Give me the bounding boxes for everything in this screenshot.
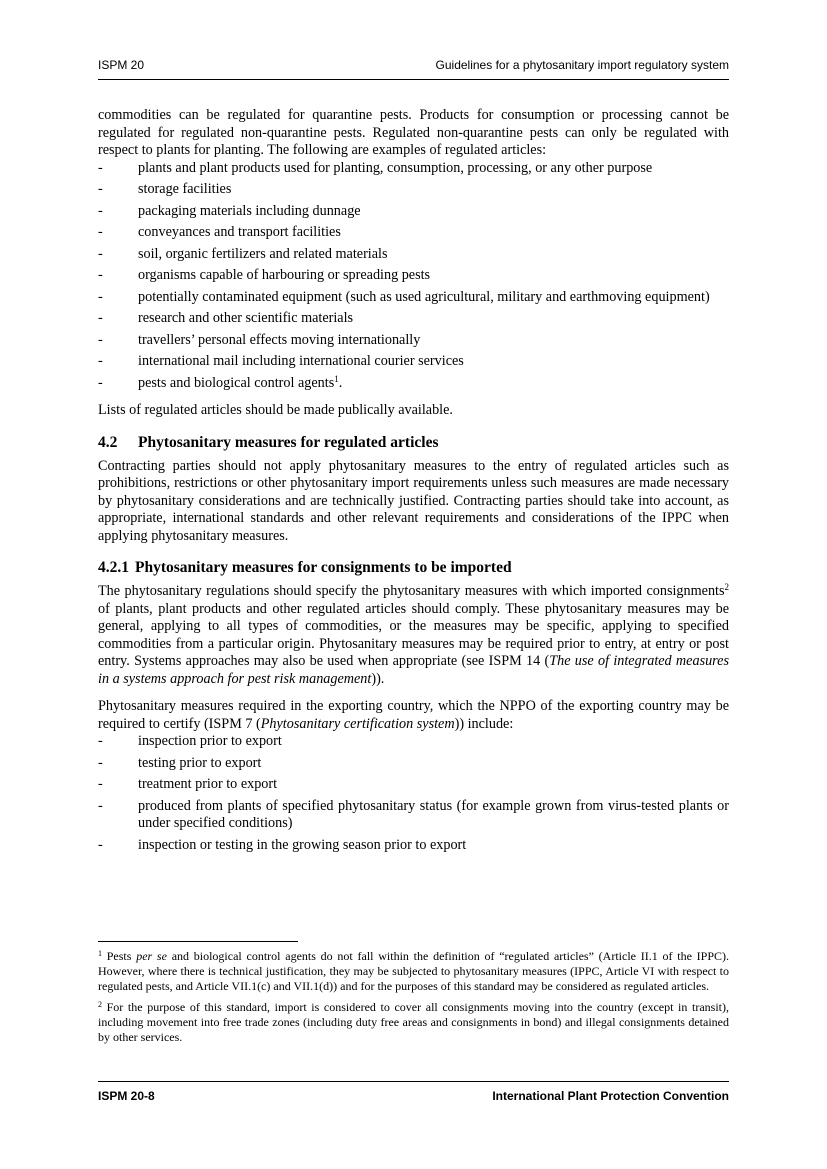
regulated-articles-list: [98, 160, 729, 393]
dash-marker: -: [98, 181, 103, 197]
footnote-ref-1[interactable]: 1: [334, 373, 339, 384]
list-item: - treatment prior to export: [98, 776, 278, 792]
section-title: Phytosanitary measures for consignments to be imported: [135, 559, 512, 576]
page-header: [98, 58, 729, 76]
list-item: - pests and biological control agents$^1$.: [98, 373, 343, 391]
section-4-2-1-paragraph-1: The phytosanitary regulations should specify the phytosanitary measures with which imported consignments$^2$ of plants, plant products and other regulated articles should comply. These phytosanitary measures may be general, applying to all types of commodities, or the measures may be specific, applying to specified commodities from a particular origin. Phytosanitary measures may be required prior to entry, at entry or post entry. Systems approaches may also be used when appropriate (see ISPM 14 (The use of integrated measures in a systems approach for pest risk management)).: [98, 582, 729, 687]
intro-paragraph: commodities can be regulated for quarantine pests. Products for consumption or processing cannot be regulated for regulated non-quarantine pests. Regulated non-quarantine pests can only be regulated with respect to plants for planting. The following are examples of regulated articles:: [98, 107, 729, 158]
section-4-2-1-paragraph-2: Phytosanitary measures required in the exporting country, which the NPPO of the exporting country may be required to certify (ISPM 7 (Phytosanitary certification system)) include:: [98, 698, 729, 732]
list-item: - international mail including international courier services: [98, 353, 464, 369]
footnote-1: $^1$ Pests per se and biological control agents do not fall within the definition of “regulated articles” (Article II.1 of the IPPC). However, where there is technical justification, they may be subjected to phytosanitary measures (IPPC, Article VI with respect to regulated pests, and Article VII.1(c) and VII.1(d)) and for the purposes of this standard may be considered as regulated articles.: [98, 949, 729, 994]
dash-marker: -: [98, 754, 103, 771]
list-item: - inspection or testing in the growing season prior to export: [98, 836, 467, 853]
dash-marker: -: [98, 776, 103, 792]
footer-organization: International Plant Protection Convention: [492, 1089, 729, 1103]
footer-rule: [98, 1081, 729, 1082]
dash-marker: -: [98, 331, 103, 348]
dash-marker: -: [98, 797, 103, 814]
export-measures-list: [98, 733, 729, 854]
list-item: - organisms capable of harbouring or spreading pests: [98, 267, 431, 283]
dash-marker: -: [98, 836, 103, 853]
dash-marker: -: [98, 245, 103, 262]
header-rule: [98, 79, 729, 80]
dash-marker: -: [98, 202, 103, 219]
list-item: - research and other scientific materials: [98, 310, 354, 326]
dash-marker: -: [98, 374, 103, 391]
lists-available-paragraph: Lists of regulated articles should be made publically available.: [98, 402, 453, 418]
dash-marker: -: [98, 224, 103, 240]
dash-marker: -: [98, 267, 103, 283]
page-footer: [98, 1089, 729, 1107]
header-standard-id: ISPM 20: [98, 58, 145, 72]
section-4-2-paragraph: Contracting parties should not apply phytosanitary measures to the entry of regulated articles such as prohibitions, restrictions or other phytosanitary import requirements unless such measures are made necessary by phytosanitary considerations and are technically justified. Contracting parties should take into account, as appropriate, international standards and other relevant requirements and considerations of the IPPC when applying phytosanitary measures.: [98, 457, 729, 544]
dash-marker: -: [98, 310, 103, 326]
footnotes: [98, 949, 729, 1050]
list-item: - travellers’ personal effects moving internationally: [98, 331, 421, 348]
dash-marker: -: [98, 353, 103, 369]
list-item: - storage facilities: [98, 181, 232, 197]
list-item: - packaging materials including dunnage: [98, 202, 361, 219]
list-item: - testing prior to export: [98, 754, 262, 771]
ispm-14-title: The use of integrated measures in a systems approach for pest risk management: [98, 653, 729, 687]
footnote-separator: [98, 941, 298, 942]
page-body: [98, 107, 729, 854]
list-item: - potentially contaminated equipment (such as used agricultural, military and earthmoving equipment): [98, 288, 710, 305]
section-heading-4-2: [98, 433, 729, 452]
list-item: - plants and plant products used for planting, consumption, processing, or any other purpose: [98, 159, 653, 176]
footnote-2: $^2$ For the purpose of this standard, import is considered to cover all consignments moving into the country (except in transit), including movement into free trade zones (including duty free areas and consignments in bond) and illegal consignments detained by other services.: [98, 999, 729, 1045]
list-item: - inspection prior to export: [98, 733, 282, 749]
dash-marker: -: [98, 159, 103, 176]
footnote-ref-2[interactable]: 2: [724, 582, 729, 592]
list-item: - soil, organic fertilizers and related materials: [98, 245, 388, 262]
footer-page-number: ISPM 20-8: [98, 1089, 155, 1103]
ispm-7-title: Phytosanitary certification system: [260, 715, 455, 732]
header-standard-title: Guidelines for a phytosanitary import regulatory system: [435, 58, 729, 72]
section-number: 4.2: [98, 433, 118, 451]
dash-marker: -: [98, 288, 103, 305]
section-heading-4-2-1: [98, 558, 729, 577]
section-title: Phytosanitary measures for regulated articles: [138, 433, 439, 451]
list-item: - produced from plants of specified phytosanitary status (for example grown from virus-tested plants or under specified conditions): [98, 797, 729, 831]
dash-marker: -: [98, 733, 103, 749]
list-item: - conveyances and transport facilities: [98, 224, 341, 240]
section-number: 4.2.1: [98, 559, 129, 576]
